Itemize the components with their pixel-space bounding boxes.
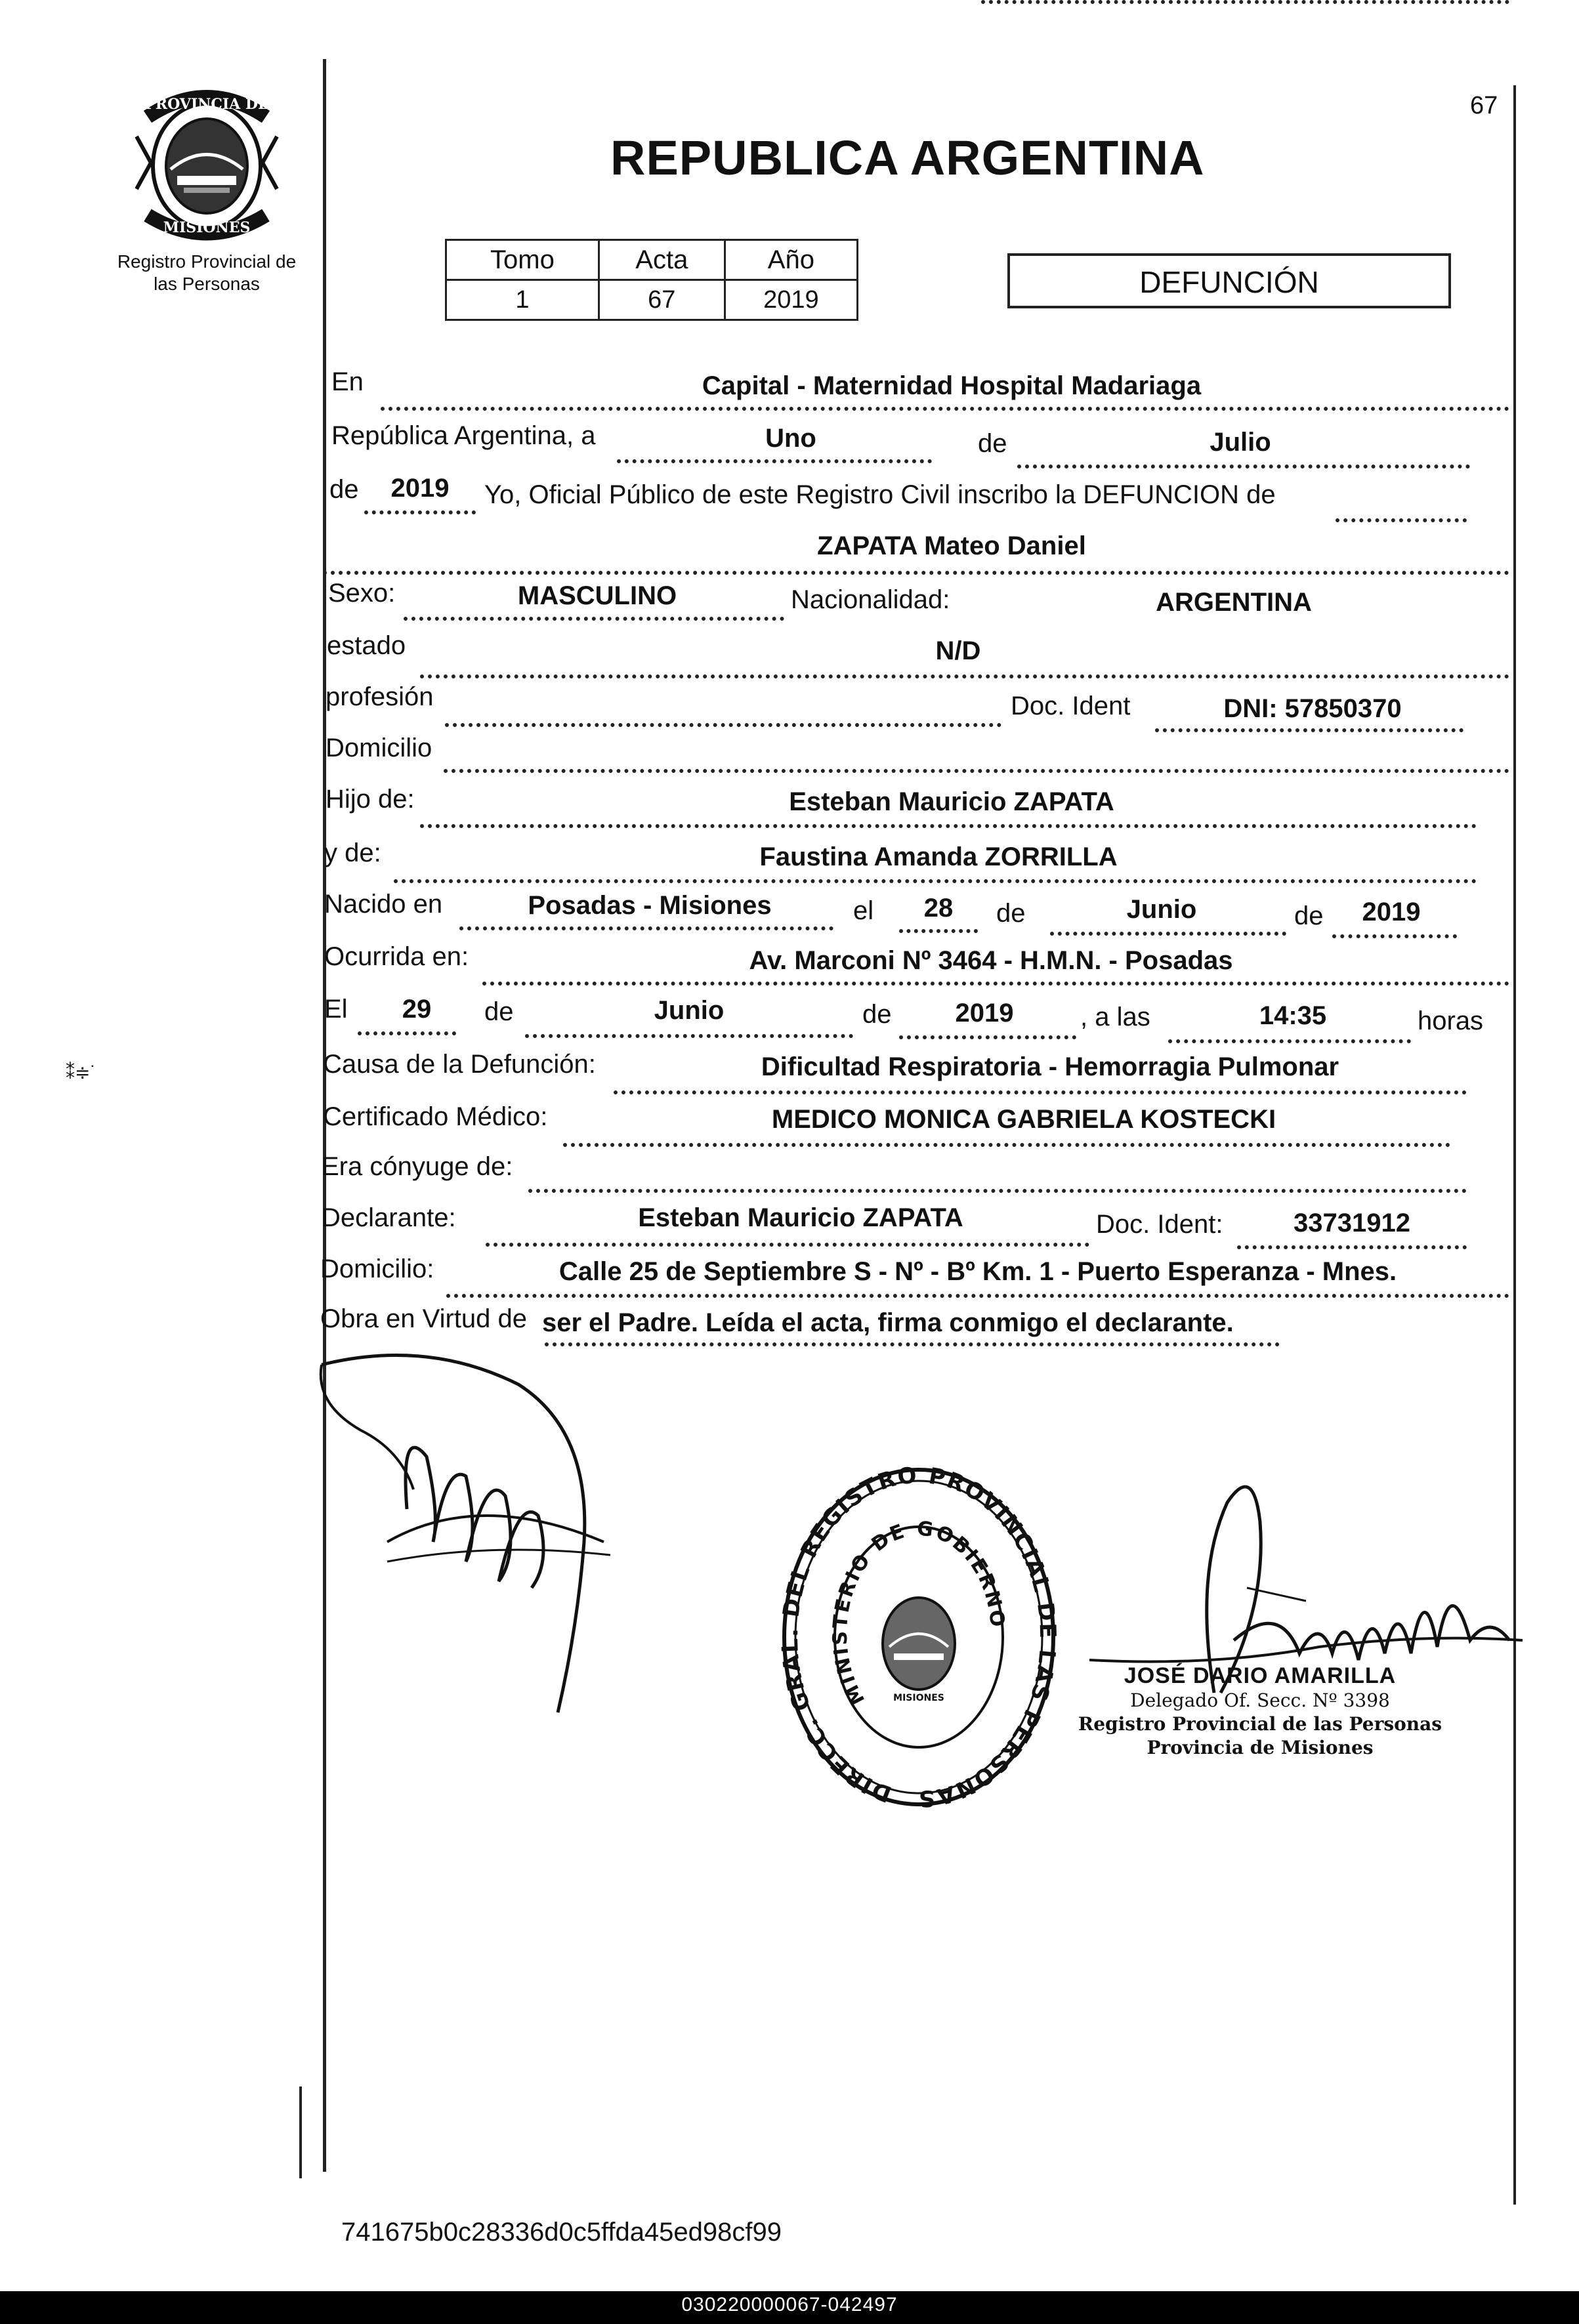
domicilio-label: Domicilio bbox=[326, 734, 432, 762]
dotted-line bbox=[420, 824, 1477, 828]
death-year-value: 2019 bbox=[955, 999, 1014, 1027]
profesion-label: profesión bbox=[326, 682, 434, 711]
de-label: de bbox=[978, 429, 1007, 458]
hijo-label: Hijo de: bbox=[326, 785, 415, 814]
registration-month-value: Julio bbox=[1210, 428, 1271, 457]
dotted-line bbox=[446, 1294, 1509, 1298]
doc-ident-value: DNI: 57850370 bbox=[1223, 694, 1402, 723]
dotted-line bbox=[445, 723, 1001, 727]
dotted-line bbox=[1168, 1039, 1411, 1043]
dotted-line bbox=[323, 571, 1509, 575]
record-type-box: DEFUNCIÓN bbox=[1007, 253, 1451, 308]
el2-label: El bbox=[324, 995, 348, 1024]
place-value: Capital - Maternidad Hospital Madariaga bbox=[702, 371, 1202, 400]
birth-de1-label: de bbox=[996, 899, 1026, 928]
birth-month-value: Junio bbox=[1126, 895, 1197, 924]
dotted-line bbox=[444, 769, 1509, 773]
obra-value: ser el Padre. Leída el acta, firma conmigo el declarante. bbox=[542, 1308, 1234, 1337]
registration-year-value: 2019 bbox=[390, 474, 450, 503]
birth-year-value: 2019 bbox=[1362, 898, 1421, 926]
dotted-line bbox=[545, 1342, 1280, 1346]
dotted-line bbox=[1017, 465, 1470, 468]
sexo-value: MASCULINO bbox=[517, 581, 677, 610]
nacido-label: Nacido en bbox=[324, 890, 443, 919]
death-place-value: Av. Marconi Nº 3464 - H.M.N. - Posadas bbox=[749, 946, 1233, 975]
official-name: JOSÉ DARIO AMARILLA bbox=[1124, 1663, 1397, 1688]
estado-value: N/D bbox=[935, 636, 981, 665]
en-label: En bbox=[331, 367, 364, 396]
dotted-line bbox=[1155, 728, 1463, 732]
father-name-value: Esteban Mauricio ZAPATA bbox=[789, 787, 1114, 816]
alas-label: , a las bbox=[1080, 1003, 1150, 1031]
right-margin-line bbox=[1513, 85, 1516, 2205]
mother-name-value: Faustina Amanda ZORRILLA bbox=[759, 842, 1118, 871]
dotted-line bbox=[899, 929, 978, 933]
obra-label: Obra en Virtud de bbox=[320, 1304, 528, 1333]
dotted-line bbox=[617, 459, 932, 463]
death-de2-label: de bbox=[862, 1000, 892, 1029]
page-title: REPUBLICA ARGENTINA bbox=[610, 131, 1205, 185]
death-time-value: 14:35 bbox=[1259, 1001, 1327, 1030]
declarante-label: Declarante: bbox=[322, 1203, 456, 1232]
registry-caption-line2: las Personas bbox=[154, 274, 260, 294]
certificate-value: MEDICO MONICA GABRIELA KOSTECKI bbox=[771, 1105, 1276, 1134]
dotted-line bbox=[459, 926, 833, 930]
dotted-line bbox=[381, 407, 1509, 411]
official-title: Delegado Of. Secc. Nº 3398 bbox=[1130, 1690, 1390, 1711]
declarant-name-value: Esteban Mauricio ZAPATA bbox=[638, 1203, 963, 1232]
dotted-line bbox=[563, 1143, 1450, 1147]
dotted-line bbox=[358, 1031, 456, 1035]
dotted-line bbox=[1336, 518, 1467, 522]
dotted-line bbox=[420, 674, 1509, 678]
declarant-signature-drawing bbox=[308, 1345, 650, 1726]
conyuge-label: Era cónyuge de: bbox=[322, 1152, 513, 1181]
dotted-line bbox=[404, 617, 784, 621]
dotted-line bbox=[482, 982, 1509, 986]
crest-text-bottom: MISIONES bbox=[163, 219, 251, 236]
dotted-line bbox=[528, 1189, 1467, 1193]
registry-caption-line1: Registro Provincial de bbox=[117, 251, 297, 272]
dotted-line bbox=[981, 0, 1509, 4]
official-province: Provincia de Misiones bbox=[1147, 1737, 1374, 1758]
causa-label: Causa de la Defunción: bbox=[323, 1050, 596, 1079]
dotted-line bbox=[899, 1035, 1076, 1039]
dotted-line bbox=[364, 510, 476, 514]
dotted-line bbox=[525, 1034, 853, 1038]
registration-day-value: Uno bbox=[765, 424, 816, 453]
document-hash: 741675b0c28336d0c5ffda45ed98cf99 bbox=[341, 2218, 782, 2247]
ref-value-tomo: 1 bbox=[446, 280, 599, 320]
dotted-line bbox=[1237, 1245, 1467, 1249]
ocurrida-label: Ocurrida en: bbox=[324, 942, 469, 971]
ref-header-anio: Año bbox=[725, 240, 857, 280]
death-month-value: Junio bbox=[654, 996, 725, 1025]
declarant-doc-value: 33731912 bbox=[1294, 1209, 1410, 1237]
de2-label: de bbox=[329, 475, 359, 504]
dotted-line bbox=[486, 1243, 1089, 1247]
dotted-line bbox=[1050, 932, 1286, 936]
birth-de2-label: de bbox=[1294, 902, 1324, 930]
ref-value-anio: 2019 bbox=[725, 280, 857, 320]
province-crest-logo bbox=[131, 77, 282, 241]
horas-label: horas bbox=[1418, 1006, 1484, 1035]
decl-doc-label: Doc. Ident: bbox=[1096, 1210, 1223, 1239]
left-margin-line-lower bbox=[299, 2086, 302, 2178]
page-number: 67 bbox=[1470, 92, 1498, 119]
deceased-name-value: ZAPATA Mateo Daniel bbox=[817, 531, 1086, 560]
death-de1-label: de bbox=[484, 997, 514, 1026]
sexo-label: Sexo: bbox=[328, 579, 396, 608]
decl-domicilio-label: Domicilio: bbox=[320, 1255, 434, 1283]
ref-value-acta: 67 bbox=[599, 280, 725, 320]
ref-header-acta: Acta bbox=[599, 240, 725, 280]
nacionalidad-label: Nacionalidad: bbox=[791, 585, 950, 614]
yde-label: y de: bbox=[324, 839, 381, 867]
estado-label: estado bbox=[327, 631, 406, 660]
dotted-line bbox=[614, 1090, 1467, 1094]
crest-text-top: PROVINCIA DE bbox=[144, 96, 269, 113]
reference-table bbox=[445, 239, 858, 321]
dotted-line bbox=[394, 879, 1477, 883]
cause-value: Dificultad Respiratoria - Hemorragia Pulmonar bbox=[761, 1052, 1339, 1081]
side-scan-mark: ⁑≑˙ bbox=[66, 1062, 96, 1083]
ref-header-tomo: Tomo bbox=[446, 240, 599, 280]
official-signature-block bbox=[1076, 1663, 1444, 1760]
doc-ident-label: Doc. Ident bbox=[1011, 692, 1131, 720]
declarant-address-value: Calle 25 de Septiembre S - Nº - Bº Km. 1 - Puerto Esperanza - Mnes. bbox=[558, 1257, 1397, 1286]
republica-label: República Argentina, a bbox=[331, 421, 596, 450]
registry-seal-stamp bbox=[774, 1457, 1063, 1824]
registry-caption bbox=[98, 251, 315, 295]
official-registry: Registro Provincial de las Personas bbox=[1078, 1713, 1442, 1735]
el-label: el bbox=[853, 896, 874, 925]
statement-text: Yo, Oficial Público de este Registro Civil inscribo la DEFUNCION de bbox=[484, 480, 1276, 509]
seal-center-text: MISIONES bbox=[893, 1693, 944, 1703]
dotted-line bbox=[1332, 934, 1457, 938]
birth-day-value: 28 bbox=[923, 894, 954, 923]
nacionalidad-value: ARGENTINA bbox=[1156, 588, 1312, 617]
footer-barcode-text: 030220000067-042497 bbox=[681, 2294, 898, 2315]
birthplace-value: Posadas - Misiones bbox=[528, 891, 772, 920]
seal-outer-text: DIRECC. GRAL. DEL REGISTRO PROVINCIAL DE LAS PERSONAS bbox=[776, 1462, 1061, 1812]
certificado-label: Certificado Médico: bbox=[323, 1102, 548, 1131]
seal-inner-text: MINISTERIO DE GOBIERNO bbox=[828, 1517, 1009, 1709]
death-day-value: 29 bbox=[402, 995, 432, 1024]
